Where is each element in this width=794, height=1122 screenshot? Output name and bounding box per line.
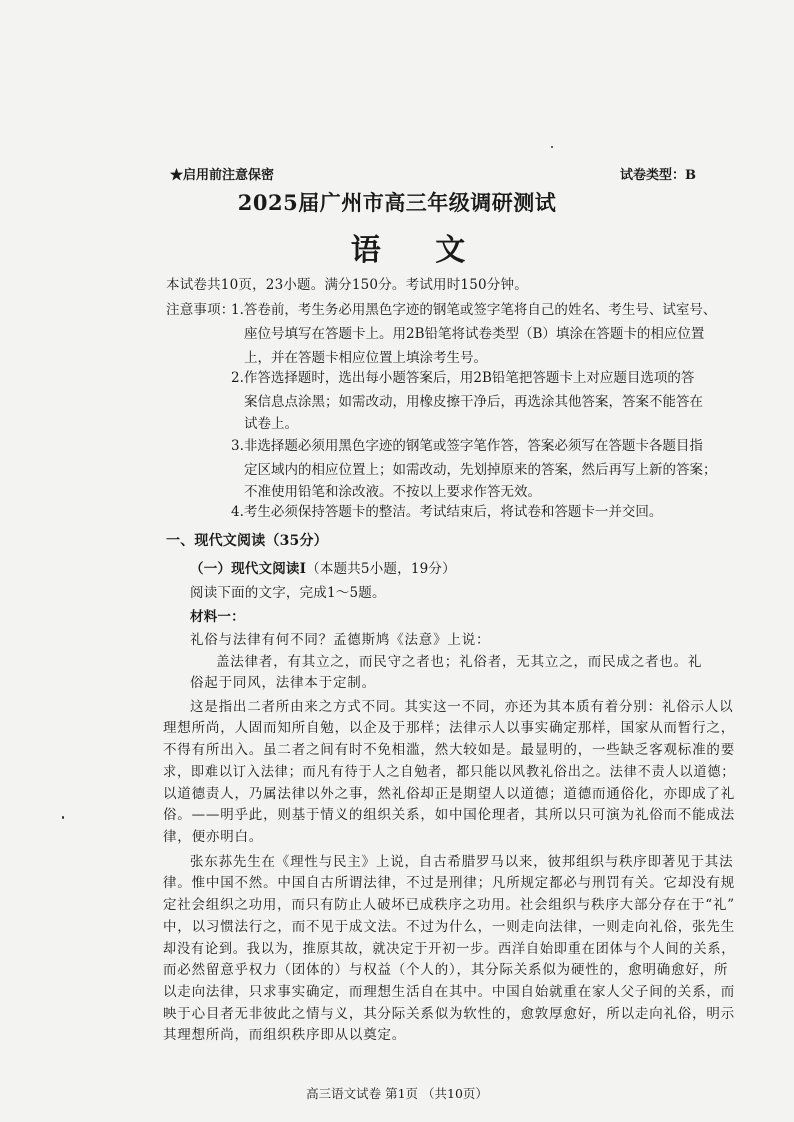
passage-line: 其理想所尚，而组织秩序即从以奠定。 (163, 1027, 407, 1043)
notes-line: 4.考生必须保持答题卡的整洁。考试结束后，将试卷和答题卡一并交回。 (231, 504, 663, 520)
passage-line: 理想所尚，人固而知所自勉，以企及于那样；法律示人以事实确定那样，国家从而暂行之， (163, 720, 735, 736)
paper-type-label: 试卷类型：B (620, 168, 696, 183)
sub-heading (190, 557, 456, 577)
material-label: 材料一： (190, 609, 245, 625)
passage-line: 以走向法律，只求事实确定，而理想生活自在其中。中国自始就重在家人父子间的关系，而 (163, 984, 735, 1000)
exam-intro: 本试卷共10页，23小题。满分150分。考试用时150分钟。 (166, 277, 528, 293)
passage-line: 律，便亦明白。 (163, 829, 264, 845)
notes-line: 上，并在答题卡相应位置上填涂考生号。 (244, 350, 487, 366)
passage-line: 不得有所出入。虽二者之间有时不免相滥，然大较如是。最显明的，一些缺乏客观标准的要 (163, 742, 735, 758)
notes-line: 案信息点涂黑；如需改动，用橡皮擦干净后，再选涂其他答案，答案不能答在 (244, 394, 703, 410)
sub-heading-note: （本题共5小题，19分） (306, 561, 456, 577)
notes-line: 座位号填写在答题卡上。用2B铅笔将试卷类型（B）填涂在答题卡的相应位置 (244, 326, 705, 342)
notes-line: 2.作答选择题时，选出每小题答案后，用2B铅笔把答题卡上对应题目选项的答 (231, 370, 695, 386)
instruction: 阅读下面的文字，完成1～5题。 (190, 585, 386, 601)
passage-line: 以道德责人，乃属法律以外之事，然礼俗却正是期望人以道德；道德而通俗化，亦即成了礼 (163, 786, 735, 802)
passage-line: 而必然留意乎权力（团体的）与权益（个人的），其分际关系似为硬性的，愈明确愈好，所 (163, 962, 729, 978)
passage-line: 中，以习惯法行之，而不见于成文法。不过为什么，一则走向法律，一则走向礼俗，张先生 (163, 919, 735, 935)
passage-line: 俗起于同风，法律本于定制。 (190, 675, 376, 691)
notes-line: 不准使用铅笔和涂改液。不按以上要求作答无效。 (244, 484, 541, 500)
passage-line: 盖法律者，有其立之，而民守之者也；礼俗者，无其立之，而民成之者也。礼 (216, 654, 703, 670)
section-heading: 一、现代文阅读（35分） (166, 533, 328, 549)
passage-line: 这是指出二者所由来之方式不同。其实这一不同，亦还为其本质有着分别：礼俗示人以 (190, 699, 734, 715)
passage-line: 礼俗与法律有何不同？孟德斯鸠《法意》上说： (190, 632, 491, 648)
passage-line: 律。惟中国不然。中国自古所谓法律，不过是刑律；凡所规定都必与刑罚有关。它却没有规 (163, 875, 735, 891)
passage-line: 映于心目者无非彼此之情与义，其分际关系似为软性的，愈敦厚愈好，所以走向礼俗，明示 (163, 1006, 735, 1022)
passage-line: 张东荪先生在《理性与民主》上说，自古希腊罗马以来，彼邦组织与秩序即著见于其法 (190, 854, 734, 870)
subject-title: 语 文 (350, 233, 488, 268)
passage-line: 求，即难以订入法律；而凡有待于人之自勉者，都只能以风教礼俗出之。法律不责人以道德； (163, 764, 736, 780)
notes-line: 试卷上。 (244, 416, 298, 432)
notes-line: 1.答卷前，考生务必用黑色字迹的钢笔或签字笔将自己的姓名、考生号、试室号、 (231, 302, 717, 318)
scan-speck (551, 146, 553, 148)
passage-line: 定社会组织之功用，而只有防止人破坏已成秩序之功用。社会组织与秩序大部分存在于“礼” (163, 897, 735, 913)
exam-title: 2025届广州市高三年级调研测试 (237, 190, 557, 215)
page-footer: 高三语文试卷 第1页 （共10页） (306, 1086, 488, 1101)
passage-line: 却没有论到。我以为，推原其故，就决定于开初一步。西洋自始即重在团体与个人间的关系， (163, 941, 736, 957)
notes-line: 3.非选择题必须用黑色字迹的钢笔或签字笔作答，答案必须写在答题卡各题目指 (231, 438, 703, 454)
notes-line: 定区域内的相应位置上；如需改动，先划掉原来的答案，然后再写上新的答案； (244, 462, 717, 478)
notes-label: 注意事项： (166, 302, 235, 318)
sub-heading-title: （一）现代文阅读Ⅰ (190, 561, 307, 577)
scan-speck (62, 816, 64, 819)
passage-line: 俗。——明乎此，则基于情义的组织关系，如中国伦理者，其所以只可演为礼俗而不能成法 (163, 807, 735, 823)
confidential-label: ★启用前注意保密 (170, 168, 275, 183)
